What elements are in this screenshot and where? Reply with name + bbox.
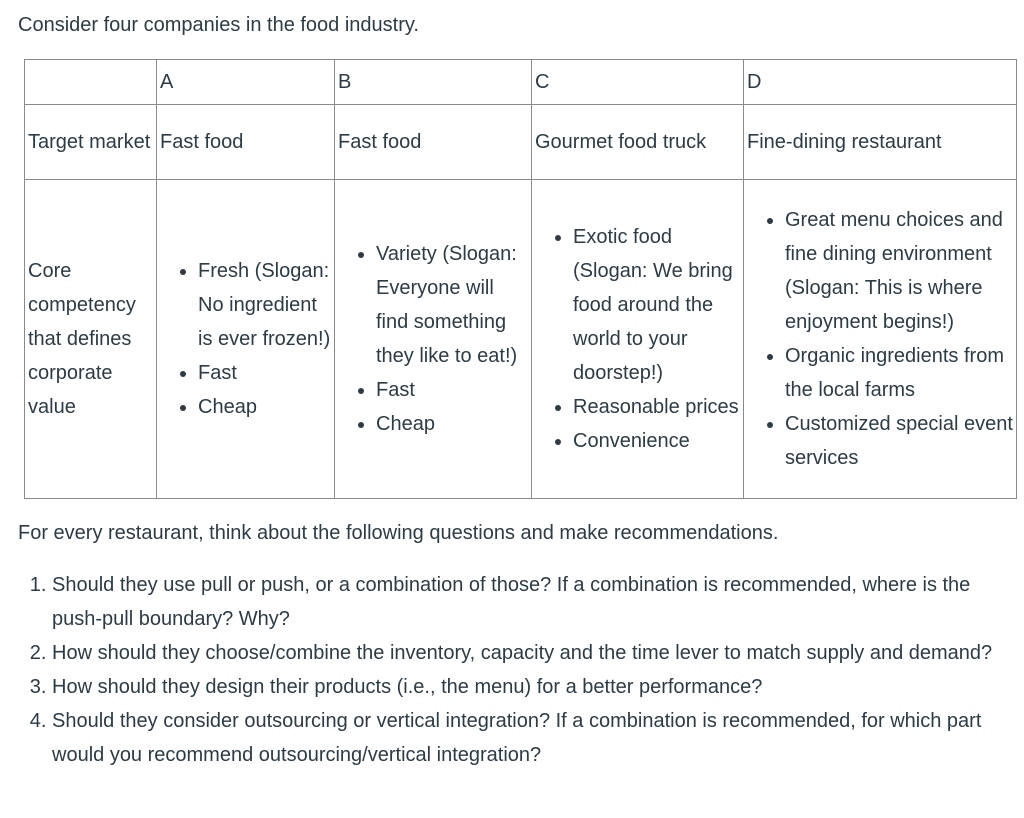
bullet-list-b: [338, 237, 529, 441]
core-competency-row: [25, 180, 1017, 499]
instructions-text: For every restaurant, think about the following questions and make recommendations.: [18, 522, 779, 544]
list-item: • Organic ingredients from the local farms: [785, 339, 1014, 407]
core-competency-label: Core competency that defines corporate value: [25, 180, 157, 499]
list-item: • Cheap: [198, 390, 332, 424]
question-item: 1. Should they use pull or push, or a combination of those? If a combination is recommended, where is the push-pull boundary? Why?: [52, 568, 1004, 636]
list-item: • Exotic food (Slogan: We bring food around the world to your doorstep!): [573, 220, 741, 390]
list-item: • Reasonable prices: [573, 390, 741, 424]
list-item: • Fresh (Slogan: No ingredient is ever frozen!): [198, 254, 332, 356]
list-item: • Fast: [376, 373, 529, 407]
core-competency-a: [157, 180, 335, 499]
header-col-d: D: [744, 60, 1017, 105]
table-header-row: [25, 60, 1017, 105]
list-item: • Fast: [198, 356, 332, 390]
header-col-c: C: [532, 60, 744, 105]
bullet-list-a: [160, 254, 332, 424]
list-item: • Cheap: [376, 407, 529, 441]
target-market-c: Gourmet food truck: [532, 105, 744, 180]
list-item: • Customized special event services: [785, 407, 1014, 475]
core-competency-d: [744, 180, 1017, 499]
question-item: 3. How should they design their products (i.e., the menu) for a better performance?: [52, 670, 1004, 704]
list-item: • Convenience: [573, 424, 741, 458]
core-competency-c: [532, 180, 744, 499]
target-market-label: Target market: [25, 105, 157, 180]
questions-list: [0, 568, 1004, 772]
core-competency-b: [335, 180, 532, 499]
company-table: [24, 59, 1017, 499]
target-market-b: Fast food: [335, 105, 532, 180]
header-col-a: A: [157, 60, 335, 105]
header-col-b: B: [335, 60, 532, 105]
list-item: • Great menu choices and fine dining environment (Slogan: This is where enjoyment begins!): [785, 203, 1014, 339]
list-item: • Variety (Slogan: Everyone will find something they like to eat!): [376, 237, 529, 373]
intro-text: Consider four companies in the food industry.: [18, 14, 419, 36]
target-market-row: [25, 105, 1017, 180]
target-market-a: Fast food: [157, 105, 335, 180]
target-market-d: Fine-dining restaurant: [744, 105, 1017, 180]
question-item: 4. Should they consider outsourcing or vertical integration? If a combination is recommended, for which part would you recommend outsourcing/vertical integration?: [52, 704, 1004, 772]
bullet-list-c: [535, 220, 741, 458]
header-empty-cell: [25, 60, 157, 105]
question-item: 2. How should they choose/combine the inventory, capacity and the time lever to match supply and demand?: [52, 636, 1004, 670]
bullet-list-d: [747, 203, 1014, 475]
